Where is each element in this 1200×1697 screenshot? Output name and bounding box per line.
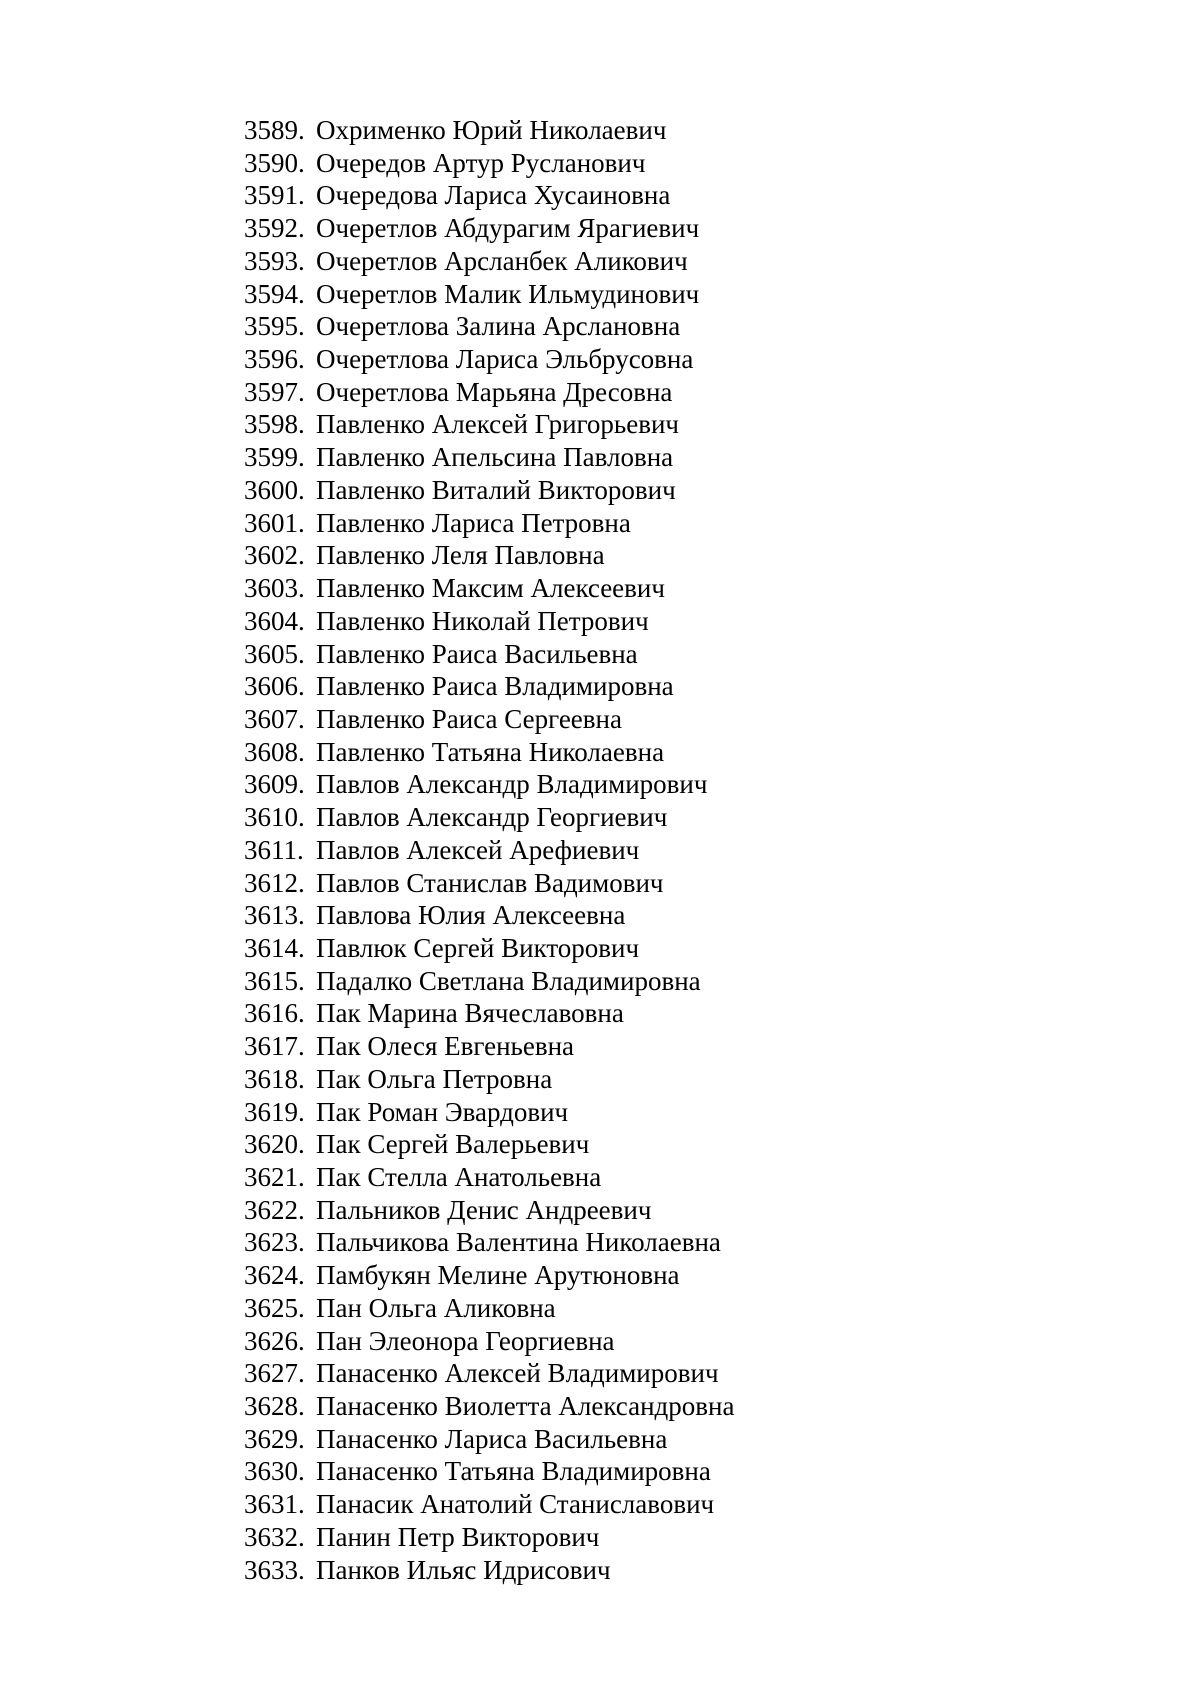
entry-number: 3617. — [244, 1031, 305, 1062]
list-item — [244, 1063, 734, 1096]
entry-number: 3598. — [244, 409, 305, 440]
list-item — [244, 1128, 734, 1161]
entry-number: 3595. — [244, 311, 305, 342]
list-item — [244, 801, 734, 834]
entry-number: 3623. — [244, 1227, 305, 1258]
entry-name: Павленко Лариса Петровна — [316, 507, 631, 538]
list-item — [244, 278, 734, 311]
entry-number: 3590. — [244, 147, 305, 178]
entry-name: Панков Ильяс Идрисович — [316, 1554, 611, 1585]
entry-number: 3603. — [244, 573, 305, 604]
entry-name: Пан Ольга Аликовна — [316, 1292, 556, 1323]
entry-name: Пальников Денис Андреевич — [316, 1194, 652, 1225]
entry-name: Павленко Апельсина Павловна — [316, 442, 674, 473]
list-item — [244, 899, 734, 932]
entry-name: Очеретлова Лариса Эльбрусовна — [316, 344, 694, 375]
entry-number: 3627. — [244, 1358, 305, 1389]
list-item — [244, 1423, 734, 1456]
entry-name: Павленко Раиса Сергеевна — [316, 703, 622, 734]
entry-number: 3608. — [244, 736, 305, 767]
entry-name: Пак Олеся Евгеньевна — [316, 1031, 575, 1062]
entry-name: Падалко Светлана Владимировна — [316, 965, 701, 996]
entry-number: 3597. — [244, 376, 305, 407]
name-list — [244, 114, 734, 1586]
list-item — [244, 605, 734, 638]
entry-number: 3594. — [244, 278, 305, 309]
entry-number: 3610. — [244, 802, 305, 833]
entry-name: Пак Ольга Петровна — [316, 1063, 553, 1094]
entry-number: 3593. — [244, 245, 305, 276]
list-item — [244, 1161, 734, 1194]
list-item — [244, 703, 734, 736]
list-item — [244, 343, 734, 376]
entry-number: 3615. — [244, 965, 305, 996]
entry-name: Очеретлов Малик Ильмудинович — [316, 278, 700, 309]
list-item — [244, 1488, 734, 1521]
entry-number: 3606. — [244, 671, 305, 702]
entry-name: Павлов Алексей Арефиевич — [316, 834, 640, 865]
list-item — [244, 997, 734, 1030]
entry-number: 3630. — [244, 1456, 305, 1487]
list-item — [244, 736, 734, 769]
list-item — [244, 507, 734, 540]
entry-number: 3612. — [244, 867, 305, 898]
entry-name: Панин Петр Викторович — [316, 1521, 600, 1552]
entry-name: Очеретлов Абдурагим Ярагиевич — [316, 213, 700, 244]
list-item — [244, 1030, 734, 1063]
entry-number: 3624. — [244, 1260, 305, 1291]
list-item — [244, 867, 734, 900]
entry-name: Павленко Николай Петрович — [316, 605, 649, 636]
entry-number: 3631. — [244, 1489, 305, 1520]
entry-name: Панасенко Алексей Владимирович — [316, 1358, 719, 1389]
entry-name: Павлов Александр Владимирович — [316, 769, 708, 800]
entry-number: 3602. — [244, 540, 305, 571]
list-item — [244, 408, 734, 441]
entry-number: 3596. — [244, 344, 305, 375]
entry-name: Пан Элеонора Георгиевна — [316, 1325, 615, 1356]
list-item — [244, 1325, 734, 1358]
entry-name: Пак Сергей Валерьевич — [316, 1129, 590, 1160]
list-item — [244, 768, 734, 801]
entry-number: 3613. — [244, 900, 305, 931]
list-item — [244, 245, 734, 278]
entry-number: 3614. — [244, 932, 305, 963]
entry-number: 3605. — [244, 638, 305, 669]
entry-name: Очеретлова Залина Арслановна — [316, 311, 681, 342]
entry-name: Павлова Юлия Алексеевна — [316, 900, 626, 931]
entry-name: Пак Роман Эвардович — [316, 1096, 569, 1127]
entry-name: Пак Марина Вячеславовна — [316, 998, 624, 1029]
entry-number: 3599. — [244, 442, 305, 473]
entry-name: Панасик Анатолий Станиславович — [316, 1489, 715, 1520]
entry-number: 3621. — [244, 1162, 305, 1192]
entry-name: Павленко Леля Павловна — [316, 540, 605, 571]
entry-name: Памбукян Мелине Арутюновна — [316, 1260, 680, 1291]
list-item — [244, 114, 734, 147]
entry-name: Очеретлова Марьяна Дресовна — [316, 376, 673, 407]
entry-name: Павленко Алексей Григорьевич — [316, 409, 680, 440]
list-item — [244, 670, 734, 703]
entry-name: Павлюк Сергей Викторович — [316, 932, 640, 963]
entry-name: Павленко Виталий Викторович — [316, 474, 676, 505]
entry-name: Очередов Артур Русланович — [316, 147, 646, 178]
list-item — [244, 310, 734, 343]
entry-number: 3601. — [244, 507, 305, 538]
entry-number: 3633. — [244, 1554, 305, 1585]
list-item — [244, 1554, 734, 1587]
entry-name: Павленко Татьяна Николаевна — [316, 736, 665, 767]
entry-number: 3589. — [244, 115, 305, 145]
list-item — [244, 1521, 734, 1554]
list-item — [244, 539, 734, 572]
entry-number: 3609. — [244, 769, 305, 800]
entry-name: Пальчикова Валентина Николаевна — [316, 1227, 721, 1258]
entry-number: 3619. — [244, 1096, 305, 1127]
entry-name: Павленко Раиса Владимировна — [316, 671, 674, 702]
list-item — [244, 1226, 734, 1259]
entry-number: 3618. — [244, 1063, 305, 1094]
entry-number: 3616. — [244, 998, 305, 1029]
list-item — [244, 1390, 734, 1423]
list-item — [244, 1292, 734, 1325]
list-item — [244, 441, 734, 474]
list-item — [244, 1259, 734, 1292]
list-item — [244, 376, 734, 409]
entry-number: 3629. — [244, 1423, 305, 1454]
entry-name: Очеретлов Арсланбек Аликович — [316, 245, 688, 276]
list-item — [244, 1357, 734, 1390]
entry-number: 3600. — [244, 474, 305, 505]
list-item — [244, 1194, 734, 1227]
entry-number: 3611. — [244, 834, 304, 865]
entry-number: 3622. — [244, 1194, 305, 1225]
list-item — [244, 474, 734, 507]
entry-number: 3620. — [244, 1129, 305, 1160]
entry-number: 3591. — [244, 180, 305, 211]
list-item — [244, 834, 734, 867]
entry-number: 3632. — [244, 1521, 305, 1552]
list-item — [244, 1455, 734, 1488]
entry-name: Павленко Максим Алексеевич — [316, 573, 665, 604]
entry-name: Павлов Станислав Вадимович — [316, 867, 664, 898]
list-item — [244, 932, 734, 965]
entry-number: 3607. — [244, 703, 305, 734]
list-item — [244, 179, 734, 212]
entry-name: Павленко Раиса Васильевна — [316, 638, 638, 669]
entry-name: Охрименко Юрий Николаевич — [316, 115, 667, 145]
list-item — [244, 965, 734, 998]
entry-name: Панасенко Виолетта Александровна — [316, 1391, 735, 1422]
entry-number: 3626. — [244, 1325, 305, 1356]
entry-number: 3592. — [244, 213, 305, 244]
entry-name: Павлов Александр Георгиевич — [316, 802, 668, 833]
entry-number: 3628. — [244, 1391, 305, 1422]
entry-name: Очередова Лариса Хусаиновна — [316, 180, 671, 211]
list-item — [244, 212, 734, 245]
list-item — [244, 638, 734, 671]
list-item — [244, 1096, 734, 1129]
entry-number: 3604. — [244, 605, 305, 636]
list-item — [244, 572, 734, 605]
entry-name: Панасенко Лариса Васильевна — [316, 1423, 668, 1454]
entry-number: 3625. — [244, 1292, 305, 1323]
list-item — [244, 147, 734, 180]
entry-name: Пак Стелла Анатольевна — [316, 1162, 602, 1192]
entry-name: Панасенко Татьяна Владимировна — [316, 1456, 711, 1487]
